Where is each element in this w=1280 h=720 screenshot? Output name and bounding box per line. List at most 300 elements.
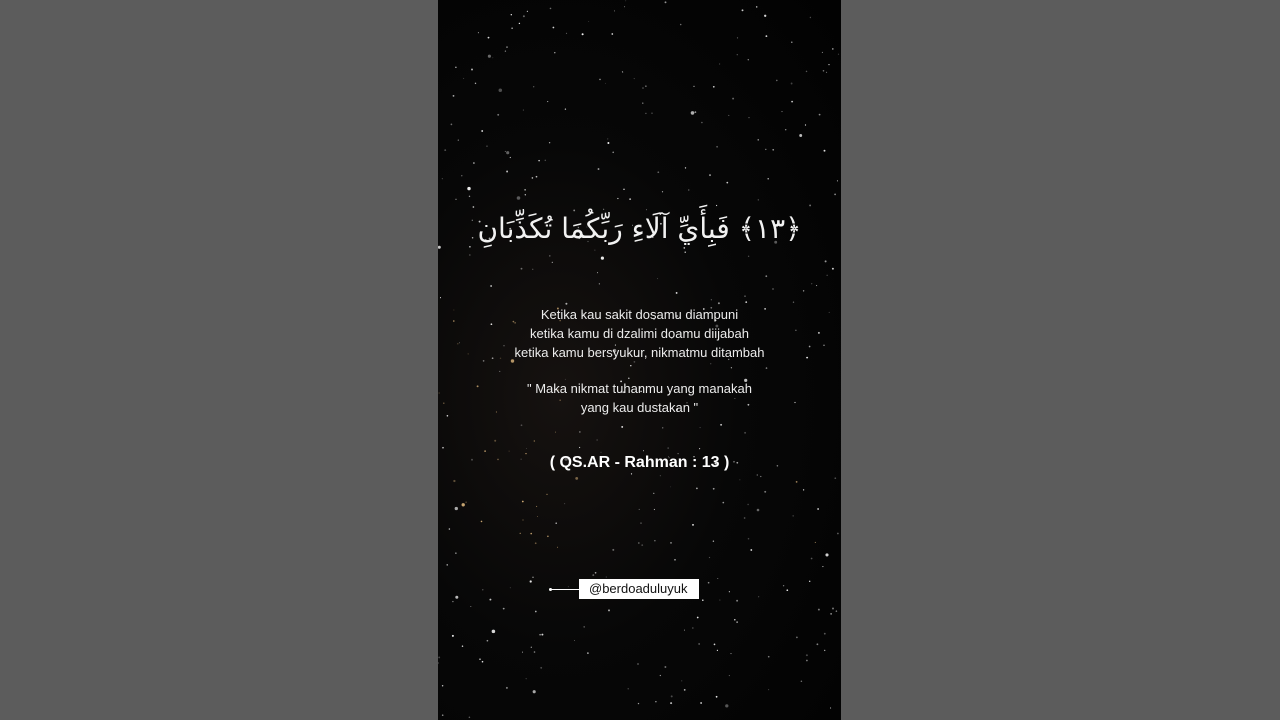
star <box>832 48 834 50</box>
star <box>827 275 828 276</box>
account-handle-tag[interactable] <box>551 579 699 599</box>
star <box>717 650 718 651</box>
star <box>546 494 547 495</box>
star <box>579 431 580 432</box>
star <box>772 149 774 151</box>
star <box>744 295 746 297</box>
star <box>806 660 808 662</box>
star <box>736 600 738 602</box>
star <box>826 72 827 73</box>
star <box>781 111 782 112</box>
star <box>547 101 548 102</box>
star <box>737 37 738 38</box>
star <box>637 663 639 665</box>
star <box>479 658 481 660</box>
star <box>506 171 508 173</box>
star <box>506 151 509 154</box>
star <box>467 187 470 190</box>
star <box>806 71 808 73</box>
star <box>520 533 521 534</box>
star <box>748 117 749 118</box>
star <box>499 371 500 372</box>
star <box>458 140 459 141</box>
star <box>453 95 455 97</box>
star <box>837 533 839 535</box>
star <box>455 552 456 553</box>
star <box>719 64 720 65</box>
star <box>822 52 823 53</box>
star <box>475 83 476 84</box>
star <box>776 80 778 82</box>
star <box>824 650 825 651</box>
star <box>732 98 734 100</box>
star <box>469 196 470 197</box>
star <box>481 521 483 523</box>
star <box>455 67 456 68</box>
star <box>555 522 556 523</box>
star <box>825 260 827 262</box>
star <box>696 487 698 489</box>
star <box>555 432 556 433</box>
star <box>621 426 623 428</box>
star <box>499 88 503 92</box>
star <box>455 507 458 510</box>
star <box>757 509 760 512</box>
star <box>624 6 625 7</box>
star <box>823 70 825 72</box>
star <box>810 17 811 18</box>
star <box>488 37 490 39</box>
star <box>534 440 535 441</box>
star <box>822 566 823 567</box>
star <box>566 33 567 34</box>
star <box>785 129 786 130</box>
star <box>442 447 444 449</box>
star <box>442 178 443 179</box>
star <box>655 701 656 702</box>
star <box>768 689 769 690</box>
star <box>522 519 523 520</box>
star <box>449 528 451 530</box>
star <box>540 667 542 669</box>
star <box>469 717 471 719</box>
star <box>698 643 699 644</box>
star <box>681 680 682 681</box>
star <box>452 601 453 602</box>
star <box>657 171 659 173</box>
star <box>737 54 738 55</box>
star <box>596 439 597 440</box>
star <box>765 149 766 150</box>
star <box>532 576 534 578</box>
star <box>793 302 794 303</box>
translation-line: ketika kamu di dzalimi doamu diijabah <box>530 326 749 341</box>
star <box>527 11 528 12</box>
star <box>625 0 626 1</box>
star <box>688 189 689 190</box>
star <box>654 509 655 510</box>
quote-block <box>438 379 841 417</box>
star <box>764 491 766 493</box>
star <box>709 174 711 176</box>
star <box>684 630 685 631</box>
star <box>815 542 816 543</box>
star <box>684 689 686 691</box>
star <box>722 502 724 504</box>
star <box>791 83 793 85</box>
star <box>534 651 536 653</box>
star <box>766 367 768 369</box>
star <box>455 596 458 599</box>
star <box>691 111 695 115</box>
star <box>552 262 553 263</box>
account-handle[interactable]: @berdoaduluyuk <box>579 579 699 599</box>
star <box>708 582 710 584</box>
star <box>825 553 828 556</box>
star <box>791 101 793 103</box>
star <box>750 549 752 551</box>
star <box>492 630 496 634</box>
star <box>646 209 647 210</box>
star <box>538 160 540 162</box>
star <box>693 86 694 87</box>
star <box>801 680 803 682</box>
star <box>748 59 749 60</box>
star <box>463 78 464 79</box>
star <box>537 516 538 517</box>
star <box>713 488 715 490</box>
star <box>462 503 465 506</box>
star <box>817 508 819 510</box>
star <box>786 589 788 591</box>
star <box>662 427 663 428</box>
star <box>531 647 532 648</box>
star <box>718 302 720 304</box>
star <box>442 714 444 716</box>
star <box>478 32 479 33</box>
star <box>830 707 831 708</box>
star <box>452 635 454 637</box>
star <box>628 688 629 689</box>
star <box>622 72 623 73</box>
star <box>511 28 512 29</box>
star <box>645 85 646 86</box>
star <box>744 432 746 434</box>
star <box>638 703 639 704</box>
star <box>614 10 615 11</box>
star <box>526 678 527 679</box>
star <box>611 33 613 35</box>
star <box>742 9 744 11</box>
star <box>597 272 598 273</box>
star <box>598 168 600 170</box>
star <box>818 609 820 611</box>
star <box>525 194 526 195</box>
star <box>470 606 471 607</box>
star <box>765 275 767 277</box>
star <box>557 547 558 548</box>
star <box>837 180 838 181</box>
star <box>522 652 523 653</box>
star <box>523 110 524 111</box>
star <box>838 54 839 55</box>
star <box>521 424 523 426</box>
star <box>461 175 462 176</box>
star <box>492 57 493 58</box>
star <box>607 142 609 144</box>
star <box>533 86 534 87</box>
star <box>579 447 580 448</box>
star <box>522 501 524 503</box>
star <box>731 367 732 368</box>
star <box>605 83 606 84</box>
star <box>642 103 643 104</box>
star <box>685 252 686 253</box>
star <box>700 427 701 428</box>
star <box>819 114 821 116</box>
star <box>796 637 798 639</box>
star <box>601 257 604 260</box>
star <box>524 189 525 190</box>
star <box>519 23 520 24</box>
star <box>651 112 653 114</box>
star <box>709 557 710 558</box>
star <box>719 600 720 601</box>
star <box>455 199 456 200</box>
star <box>680 24 682 26</box>
star <box>510 587 511 588</box>
star <box>745 301 747 303</box>
star <box>600 452 601 453</box>
star <box>834 194 836 196</box>
star <box>765 35 767 37</box>
star <box>699 448 700 449</box>
star <box>728 115 729 116</box>
star <box>530 533 532 535</box>
star <box>488 55 491 58</box>
star <box>643 450 644 451</box>
star <box>549 255 550 256</box>
star <box>758 596 759 597</box>
star <box>535 542 537 544</box>
star <box>503 608 505 610</box>
star <box>716 205 717 206</box>
star <box>702 599 704 601</box>
star <box>438 656 440 658</box>
star <box>720 424 722 426</box>
star <box>757 475 758 476</box>
star <box>816 285 817 286</box>
star <box>530 580 532 582</box>
star <box>536 506 537 507</box>
star <box>764 15 766 17</box>
star <box>554 52 555 53</box>
star <box>710 363 711 364</box>
star <box>836 610 838 612</box>
star <box>796 481 798 483</box>
star <box>700 702 702 704</box>
star <box>714 644 716 646</box>
star <box>526 448 527 449</box>
star <box>685 167 686 168</box>
star <box>640 522 642 524</box>
star <box>830 613 832 615</box>
star <box>832 268 834 270</box>
star <box>767 178 769 180</box>
star <box>639 509 640 510</box>
star <box>670 542 671 543</box>
star <box>629 198 631 200</box>
star <box>760 476 761 477</box>
star <box>642 87 644 89</box>
star <box>547 536 549 538</box>
star <box>564 503 565 504</box>
star <box>517 196 521 200</box>
star <box>471 69 473 71</box>
star <box>536 176 538 178</box>
star <box>683 247 685 249</box>
star <box>734 619 736 621</box>
quote-line: " Maka nikmat tuhanmu yang manakah <box>526 381 752 396</box>
star <box>489 599 491 601</box>
star <box>803 489 804 490</box>
star <box>670 487 671 488</box>
star <box>594 250 595 251</box>
star <box>444 149 446 151</box>
star <box>717 578 718 579</box>
star <box>799 134 802 137</box>
star <box>565 108 566 109</box>
star <box>758 199 759 200</box>
star <box>701 122 703 124</box>
pointer-line <box>551 589 579 590</box>
star <box>481 130 483 132</box>
star <box>607 138 608 139</box>
star <box>803 290 804 291</box>
star <box>440 297 441 298</box>
star <box>631 473 632 474</box>
star <box>595 572 597 574</box>
star <box>442 685 443 686</box>
left-blurred-backdrop <box>0 0 438 720</box>
star <box>509 451 510 452</box>
star <box>662 191 663 192</box>
star <box>660 475 661 476</box>
star <box>791 41 792 42</box>
star <box>793 515 794 516</box>
star <box>453 480 455 482</box>
star <box>482 589 483 590</box>
star <box>809 581 810 582</box>
star <box>828 64 829 65</box>
star <box>744 517 746 519</box>
star <box>729 675 730 676</box>
star <box>545 160 546 161</box>
video-frame <box>438 0 841 720</box>
star <box>660 675 661 676</box>
star <box>758 139 759 140</box>
star <box>506 687 508 689</box>
star <box>612 152 614 154</box>
star <box>809 204 811 206</box>
star <box>603 209 604 210</box>
star <box>451 124 453 126</box>
star <box>665 1 667 3</box>
star <box>805 124 806 125</box>
star <box>473 206 475 208</box>
star <box>583 626 585 628</box>
star <box>482 661 484 663</box>
star <box>469 246 471 248</box>
star <box>486 146 487 147</box>
star <box>599 79 601 81</box>
star <box>506 46 508 48</box>
star <box>697 617 699 619</box>
star <box>533 690 536 693</box>
star <box>574 640 575 641</box>
star <box>505 50 506 51</box>
star <box>811 283 812 284</box>
star <box>539 634 541 636</box>
star <box>664 666 666 668</box>
star <box>535 611 537 613</box>
star <box>532 269 533 270</box>
star <box>716 146 718 148</box>
star <box>668 448 669 449</box>
star <box>587 652 589 654</box>
star <box>608 609 610 611</box>
star <box>606 577 607 578</box>
star <box>575 477 578 480</box>
quote-line: yang kau dustakan " <box>580 400 699 415</box>
star <box>469 254 470 255</box>
star <box>588 21 589 22</box>
star <box>834 477 836 479</box>
star <box>748 538 750 540</box>
star <box>736 621 737 622</box>
star <box>532 177 534 179</box>
star <box>832 608 834 610</box>
star <box>768 656 770 658</box>
translation-line: Ketika kau sakit dosamu diampuni <box>540 307 739 322</box>
star <box>462 645 463 646</box>
star <box>725 704 728 707</box>
star <box>730 653 731 654</box>
star <box>824 633 826 635</box>
star <box>582 33 584 35</box>
star <box>676 292 678 294</box>
star <box>599 283 600 284</box>
star <box>634 78 635 79</box>
star <box>592 574 594 576</box>
translation-line: ketika kamu bersyukur, nikmatmu ditambah <box>514 345 765 360</box>
star <box>747 504 748 505</box>
star <box>510 157 511 158</box>
star <box>623 189 624 190</box>
star <box>494 440 496 442</box>
star <box>713 540 714 541</box>
star <box>490 285 492 287</box>
star <box>641 544 643 546</box>
star <box>521 268 523 270</box>
star <box>674 559 676 561</box>
star <box>511 14 512 15</box>
star <box>438 662 439 663</box>
star <box>748 256 749 257</box>
star <box>630 365 631 366</box>
star <box>617 198 618 199</box>
star <box>811 558 813 560</box>
